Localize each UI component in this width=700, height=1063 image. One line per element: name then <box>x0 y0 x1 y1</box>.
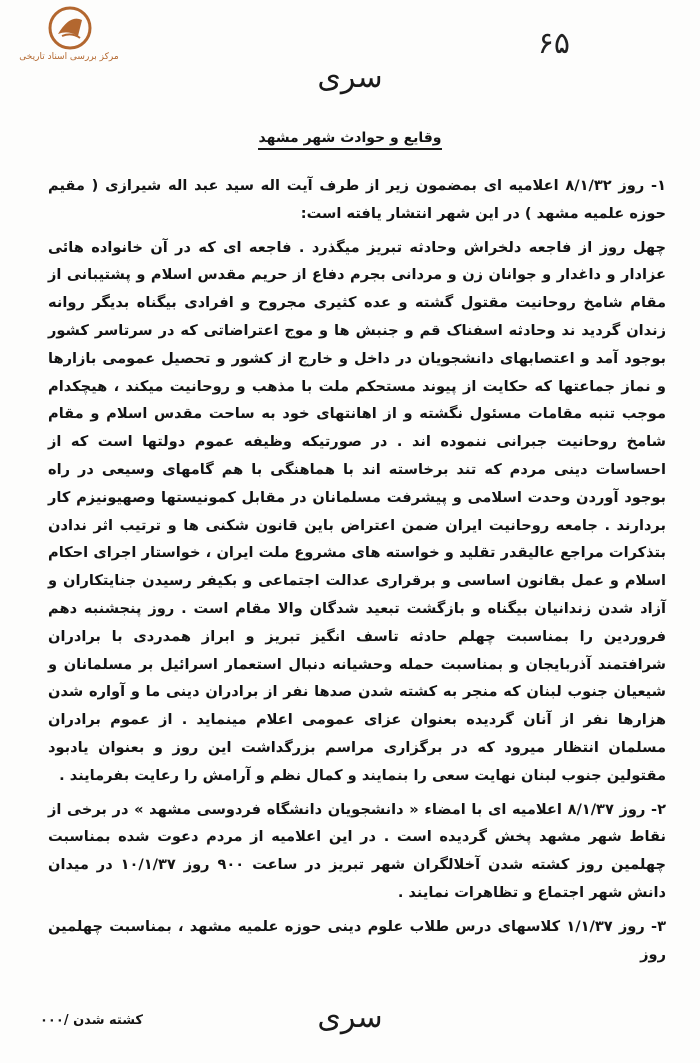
archive-logo-icon <box>48 6 92 50</box>
archive-logo-text: مرکز بررسی اسناد تاریخی <box>19 52 119 62</box>
document-title-text: وقایع و حوادث شهر مشهد <box>258 130 441 150</box>
footer-count: کشته شدن /۰۰۰ <box>40 1013 143 1028</box>
archive-logo <box>14 6 124 66</box>
classification-stamp-bottom: سری <box>317 1000 383 1035</box>
paragraph-1: ۱- روز ۸/۱/۳۲ اعلامیه ای بمضمون زیر از طرف آیت اله سید عبد اله شیرازی ( مقیم حوزه علمیه مشهد ) در این شهر انتشار یافته است: <box>48 177 667 222</box>
page-number: ۶۵ <box>537 26 570 61</box>
document-title <box>0 130 700 146</box>
paragraph-3: ۲- روز ۸/۱/۳۷ اعلامیه ای با امضاء « دانشجویان دانشگاه فردوسی مشهد » در برخی از نقاط شهر مشهد پخش گردیده است . در این اعلامیه از مردم دعوت شده بمناسبت چهلمین روز کشته شدن آخلالگران شهر تبریز در ساعت ۹۰۰ روز ۱۰/۱/۳۷ در میدان دانش شهر اجتماع و تظاهرات نمایند . <box>48 800 667 901</box>
paragraph-2: چهل روز از فاجعه دلخراش وحادثه تبریز میگذرد . فاجعه ای که در آن خانواده هائی عزادار و داغدار و جوانان زن و مردانی بجرم دفاع از حریم مقدس اسلام و پشتیبانی از مقام شامخ روحانیت مقتول گشته و عده کثیری مجروح و افرادی بیگناه بدیگر روانه زندان گردید ند وحادثه اسفناک قم و جنبش ها و موج اعتراضاتی که در سرتاسر کشور بوجود آمد و اعتصابهای دانشجویان در داخل و خارج از کشور و تحصیل عمومی بازارها و نماز جماعتها که حکایت از پیوند مستحکم ملت با مذهب و روحانیت میکند ، هیچکدام موجب تنبه مقامات مسئول نگشته و از اهانتهای خود به ساحت مقدس اسلام و مقام شامخ روحانیت جبرانی ننموده اند . در صورتیکه وظیفه عموم دولتها است که از احساسات دینی مردم که تند برخاسته اند با هماهنگی با هم گامهای وسیعی در راه بوجود آوردن وحدت اسلامی و پیشرفت مسلمانان در مقابل کمونیستها وصهیونیزم کار بردارند . جامعه روحانیت ایران ضمن اعتراض باین قانون شکنی ها و ترتیب اثر ندادن بتذکرات مراجع عالیقدر تقلید و خواسته های مشروع ملت ایران ، خواستار اجرای احکام اسلام و عمل بقانون اساسی و برقراری عدالت اجتماعی و بکیفر رسیدن جنایتکاران و آزاد شدن زندانیان بیگناه و بازگشت تبعید شدگان والا مقام است . روز پنجشنبه دهم فروردین را بمناسبت چهلم حادثه تاسف انگیز تبریز و ابراز همدردی با برادران شرافتمند آذربایجان و بمناسبت حمله وحشیانه دنبال استعمار اسرائیل بر مسلمانان و شیعیان جنوب لبنان که منجر به کشته شدن صدها نفر از برادران دینی ما و آواره شدن هزارها نفر از آنان گردیده بعنوان عزای عمومی اعلام مینماید . از عموم برادران مسلمان انتظار میرود که در برگزاری مراسم بزرگداشت این روز و بعنوان یادبود مقتولین جنوب لبنان نهایت سعی را بنمایند و کمال نظم و آرامش را رعایت بفرمایند . <box>48 238 666 784</box>
classification-stamp-top: سری <box>317 60 383 95</box>
paragraph-4: ۳- روز ۱/۱/۳۷ کلاسهای درس طلاب علوم دینی حوزه علمیه مشهد ، بمناسبت چهلمین روز <box>48 917 667 963</box>
document-body <box>48 172 666 974</box>
